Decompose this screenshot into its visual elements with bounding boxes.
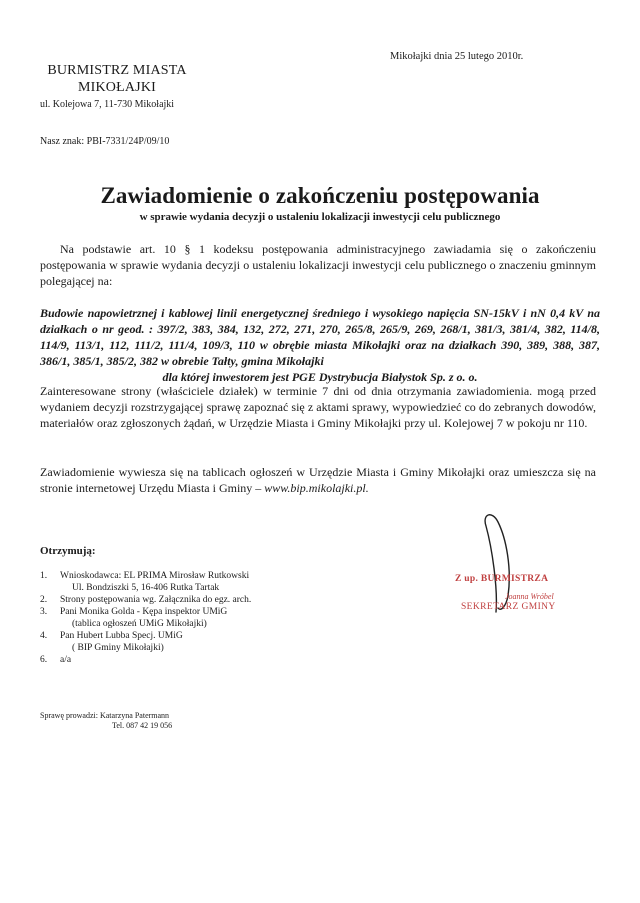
letter-date: Mikołajki dnia 25 lutego 2010r. [390,51,524,62]
sender-block [40,63,210,110]
list-item [40,594,370,606]
list-item-text: Wnioskodawca: EL PRIMA Mirosław Rutkowski [60,571,250,581]
sender-address: ul. Kolejowa 7, 11-730 Mikołajki [40,99,175,110]
sender-city: MIKOŁAJKI [77,80,156,95]
list-item-subtext: Ul. Bondziszki 5, 16-406 Rutka Tartak [72,583,220,593]
recipients-list [40,570,370,666]
list-item-subtext: ( BIP Gminy Mikołajki) [72,643,164,653]
list-item-text: Strony postępowania wg. Załącznika do egz. arch. [60,595,252,605]
list-item-number: 2. [40,595,48,605]
intro-paragraph: Na podstawie art. 10 § 1 kodeksu postępowania administracyjnego zawiadamia się o zakończeniu postępowania w sprawie wydania decyzji o ustaleniu lokalizacji inwestycji celu publicznego o znaczeniu gminnym polegającej na: [40,242,596,288]
list-item [40,630,370,654]
stamp-line-2: Joanna Wróbel [505,592,554,601]
bip-link[interactable]: www.bip.mikolajki.pl. [264,481,369,495]
list-item [40,570,370,594]
document-title: Zawiadomienie o zakończeniu postępowania [100,183,540,208]
list-item-number: 6. [40,655,48,665]
list-item-number: 4. [40,631,48,641]
document-subtitle: w sprawie wydania decyzji o ustaleniu lokalizacji inwestycji celu publicznego [139,211,501,223]
list-item-text: a/a [60,655,72,665]
official-stamp [455,574,595,612]
subject-paragraph [40,305,600,385]
list-item-text: Pan Hubert Lubba Specj. UMiG [60,631,183,641]
subject-main-text: Budowie napowietrznej i kablowej linii energetycznej średniego i wysokiego napięcia SN-15kV i nN 0,4 kV na działkach o nr geod. : 397/2, 383, 384, 132, 272, 271, 270, 265/8, 265/9, 269, 268/1, 381/3, 381/4, 382, 114/8, 114/9, 113/1, 112, 111/2, 111/4, 109/3, 110 w obrębie miasta Mikołajki oraz na działkach 390, 389, 388, 387, 386/1, 385/1, 385/2, 382 w obrebie Tałty, gmina Mikołajki [40,306,600,368]
recipients-label: Otrzymują: [40,545,96,557]
prepared-by-name: Sprawę prowadzi: Katarzyna Patermann [40,711,170,720]
notice-paragraph [40,464,596,496]
list-item [40,606,370,630]
stamp-line-1: Z up. BURMISTRZA [455,574,549,584]
reference-number: Nasz znak: PBI-7331/24P/09/10 [40,136,170,147]
prepared-by [40,711,172,731]
list-item [40,654,370,666]
notice-text: Zawiadomienie wywiesza się na tablicach ogłoszeń w Urzędzie Miasta i Gminy Mikołajki oraz umieszcza się na stronie internetowej Urzędu Miasta i Gminy – [40,465,596,495]
prepared-by-phone: Tel. 087 42 19 056 [112,721,173,730]
list-item-number: 1. [40,571,48,581]
sender-title: BURMISTRZ MIASTA [47,63,187,78]
parties-paragraph: Zainteresowane strony (właściciele działek) w terminie 7 dni od dnia otrzymania zawiadomienia. mogą przed wydaniem decyzji rozstrzygającej sprawę zapoznać się z aktami sprawy, wypowiedzieć co do zebranych dowodów, materiałów oraz zgłoszonych żądań, w Urzędzie Miasta i Gminy Mikołajki przy ul. Kolejowej 7 w pokoju nr 110. [40,384,596,430]
subject-investor-text: dla której inwestorem jest PGE Dystrybucja Białystok Sp. z o. o. [162,370,478,384]
list-item-subtext: (tablica ogłoszeń UMiG Mikołajki) [72,619,207,629]
stamp-line-3: SEKRETARZ GMINY [461,602,556,612]
list-item-number: 3. [40,607,48,617]
list-item-text: Pani Monika Golda - Kępa inspektor UMiG [60,607,228,617]
